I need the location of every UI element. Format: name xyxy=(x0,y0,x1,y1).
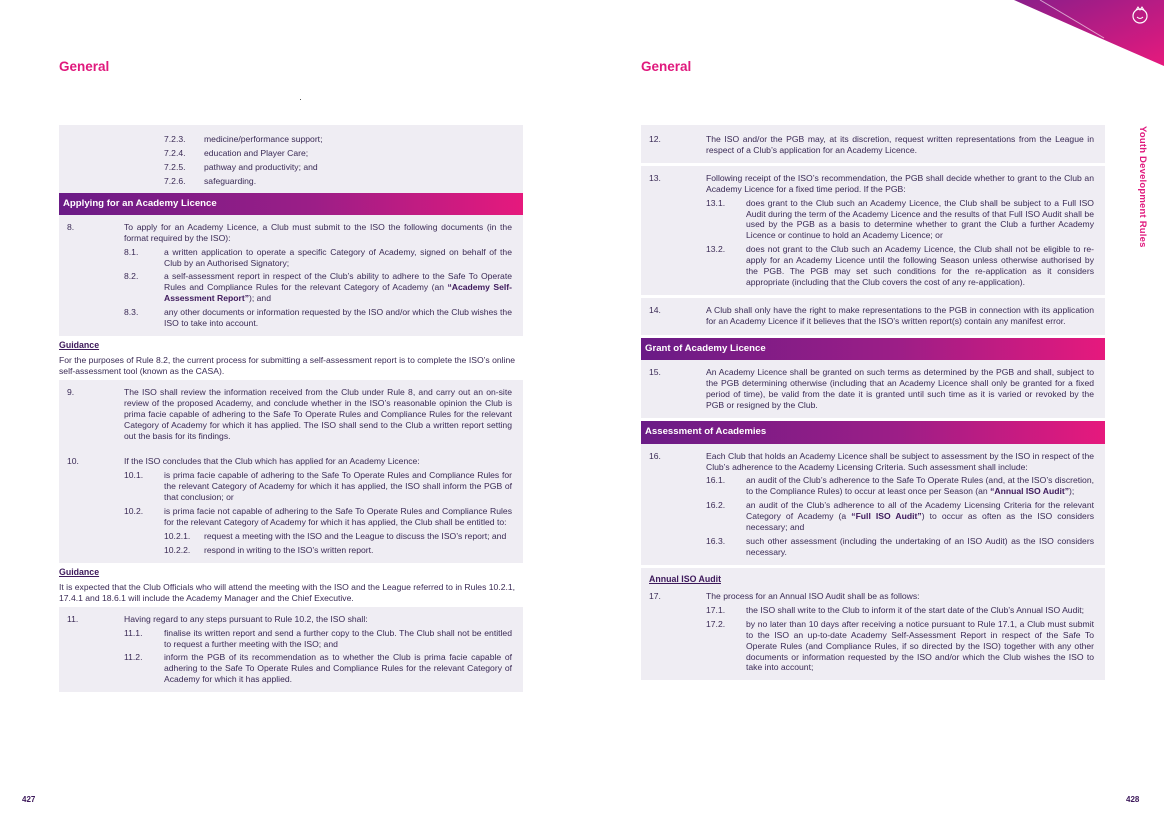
guidance-block: Guidance For the purposes of Rule 8.2, the current process for submitting a self-assessment report is to complete the ISO’s online self-assessment tool (known as the CASA). xyxy=(59,339,516,377)
stray-dot xyxy=(300,99,301,100)
list-item: 7.2.5. pathway and productivity; and xyxy=(164,161,318,172)
rule-10: 10. If the ISO concludes that the Club which has applied for an Academy Licence: 10.1. is prima facie capable of adhering to the Safe To Operate Rules and Compliance Rules for the relevant Category of Academy for which it has applied, the ISO shall inform the PGB of that conclusion; or 10.2. is prima facie not capable of adhering to the Safe To Operate Rules and Compliance Rules for the relevant Category of Academy for which it has applied, the Club shall be entitled to: 10.2.1. request a meeting with the ISO and the League to discuss the ISO’s report; and 10.2.2. respond in writing to the ISO’s written report. xyxy=(59,451,523,562)
rule-16: 16. Each Club that holds an Academy Licence shall be subject to assessment by the ISO in respect of the Club’s adherence to the Academy Licensing Criteria. Such assessment shall include: 16.1. an audit of the Club’s adherence to the Safe To Operate Rules (and, at the ISO’s discretion, to the Compliance Rules) to occur at least once per Season (an “Annual ISO Audit”); 16.2. an audit of the Club’s adherence to all of the Academy Licensing Criteria for the relevant Category of Academy (a “Full ISO Audit”) to occur as often as the ISO considers necessary; and 16.3. such other assessment (including the undertaking of an ISO Audit) as the ISO considers necessary. xyxy=(641,444,1105,565)
guidance-block: Guidance It is expected that the Club Officials who will attend the meeting with the ISO and the League referred to in Rules 10.2.1, 17.4.1 and 18.6.1 will include the Academy Manager and the Chief Executive. xyxy=(59,566,516,603)
section-heading-grant: Grant of Academy Licence xyxy=(641,338,1105,360)
rule-9: 9. The ISO shall review the information received from the Club under Rule 8, and carry out an on-site review of the proposed Academy, and conclude whether in the ISO’s reasonable opinion the Club is prima facie capable of adhering to the Safe To Operate Rules and Compliance Rules for the relevant Category of Academy for which it has applied. The ISO shall send to the Club a written report setting out the basis for its findings. xyxy=(59,380,523,452)
annual-iso-audit-heading: Annual ISO Audit xyxy=(649,573,721,584)
left-column xyxy=(59,125,523,692)
section-heading-applying: Applying for an Academy Licence xyxy=(59,193,523,215)
rule-7-continuation xyxy=(59,125,523,193)
annual-iso-audit-block: Annual ISO Audit 17. The process for an Annual ISO Audit shall be as follows: 17.1. the ISO shall write to the Club to inform it of the start date of the Club’s Annual ISO Audit; 17.2. by no later than 10 days after receiving a notice pursuant to Rule 17.1, a Club must submit to the ISO an up-to-date Academy Self-Assessment Report in respect of the Safe To Operate Rules (and Compliance Rules, if so directed by the ISO) together with any other documents or information requested by the ISO and/or which the Club wishes the ISO to take into account; xyxy=(641,568,1105,681)
list-item: 7.2.6. safeguarding. xyxy=(164,175,257,186)
right-column xyxy=(641,125,1105,680)
rule-13: 13. Following receipt of the ISO’s recommendation, the PGB shall decide whether to grant to the Club an Academy Licence for a fixed time period. If the PGB: 13.1. does grant to the Club such an Academy Licence, the Club shall be subject to a Full ISO Audit during the term of the Academy Licence and the results of that Full ISO Audit shall be used by the PGB as a basis to determine whether to grant the Club a further Academy Licence or continue to hold an Academy Licence; or 13.2. does not grant to the Club such an Academy Licence, the Club shall not be eligible to re-apply for an Academy Licence until the following Season unless otherwise authorised by the PGB. The PGB may set such conditions for the re-application as it considers appropriate (including that the Club covers the cost of any re-application). xyxy=(641,166,1105,295)
list-item: 7.2.3. medicine/performance support; xyxy=(164,134,323,144)
page-number-left: 427 xyxy=(22,795,36,804)
rule-11: 11. Having regard to any steps pursuant to Rule 10.2, the ISO shall: 11.1. finalise its written report and send a further copy to the Club. The Club shall not be entitled to request a further meeting with the ISO; and 11.2. inform the PGB of its recommendation as to whether the Club is prima facie capable of adhering to the Safe To Operate Rules and Compliance Rules for the relevant Category of Academy for which it has applied. xyxy=(59,607,523,692)
rule-15: 15. An Academy Licence shall be granted on such terms as determined by the PGB and shall, subject to the PGB determining otherwise (including that an Academy Licence shall only be granted for a fixed period of time), be valid from the date it is granted until such time as it is varied or revoked by the PGB or resigned by the Club. xyxy=(641,360,1105,419)
rule-8: 8. To apply for an Academy Licence, a Club must submit to the ISO the following documents (in the format required by the ISO): 8.1. a written application to operate a specific Category of Academy, signed on behalf of the Club by an Authorised Signatory; 8.2. a self-assessment report in respect of the Club’s ability to adhere to the Safe To Operate Rules and Compliance Rules for the relevant Category of Academy (an “Academy Self-Assessment Report”); and 8.3. any other documents or information requested by the ISO and/or which the Club wishes the ISO to take into account. xyxy=(59,215,523,336)
corner-brand-graphic xyxy=(1014,0,1164,66)
right-page-heading: General xyxy=(641,59,692,74)
list-item: 7.2.4. education and Player Care; xyxy=(164,147,309,158)
section-heading-assessment: Assessment of Academies xyxy=(641,421,1105,443)
left-page-heading: General xyxy=(59,59,110,74)
rule-14: 14. A Club shall only have the right to make representations to the PGB in connection with its application for an Academy Licence if it believes that the ISO’s written report(s) contain any manifest error. xyxy=(641,298,1105,335)
rule-12: 12. The ISO and/or the PGB may, at its discretion, request written representations from the League in respect of a Club’s application for an Academy Licence. xyxy=(641,125,1105,163)
side-title: Youth Development Rules xyxy=(1137,126,1148,248)
page-number-right: 428 xyxy=(1126,795,1140,804)
